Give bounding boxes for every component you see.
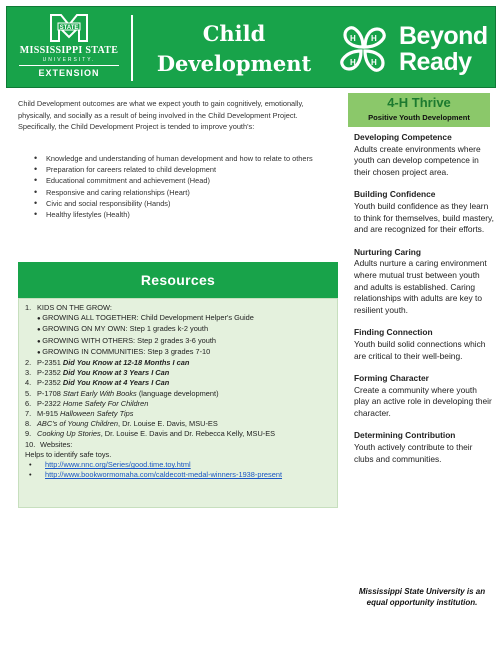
thrive-subtitle: Positive Youth Development: [368, 113, 470, 122]
list-item: • Knowledge and understanding of human development and how to relate to others: [34, 153, 338, 164]
section-title: Building Confidence: [354, 189, 436, 200]
list-item: • Healthy lifestyles (Health): [34, 209, 338, 220]
header-divider: [131, 15, 133, 81]
resource-item-2: 2. P-2351 Did You Know at 12-18 Months I can: [25, 358, 190, 368]
section-text: Youth build confidence as they learn to think for themselves, build mastery, and are recognized for their efforts.: [354, 200, 494, 235]
section-text: Adults nurture a caring environment where mutual trust between youth and adults is established. Caring relationships with adults are key to resilient youth.: [354, 258, 487, 315]
outcomes-list: [34, 153, 338, 220]
resource-subitem: ● GROWING ON MY OWN: Step 1 grades k-2 youth: [25, 324, 331, 335]
resource-item-1: 1. KIDS ON THE GROW:: [25, 303, 112, 312]
header-banner: [6, 6, 496, 88]
intro-paragraph: Child Development outcomes are what we expect youth to gain cognitively, emotionally, physically, and socially as a result of being involved in the Child Development Project. Specifically, the Child Development Project is tended to improve youth's:: [18, 99, 304, 131]
logo-rule: [19, 65, 119, 66]
resource-link[interactable]: • http://www.bookwormomaha.com/caldecott-medal-winners-1938-present: [29, 470, 283, 480]
resource-item-6: 6. P-2322 Home Safety For Children: [25, 398, 149, 408]
brand-line-1: Beyond: [399, 22, 488, 50]
page-title: [139, 19, 329, 79]
resource-item-5: 5. P-1708 Start Early With Books (language development): [25, 388, 219, 398]
resource-item-4: 4. P-2352 Did You Know at 4 Years I Can: [25, 378, 170, 388]
resource-item-8: 8. ABC's of Young Children, Dr. Louise E. Davis, MSU-ES: [25, 419, 218, 429]
section-text: Youth build solid connections which are critical to their well-being.: [354, 338, 486, 361]
section-title: Developing Competence: [354, 132, 452, 142]
thrive-section: [354, 430, 494, 465]
msu-name: MISSISSIPPI STATE: [19, 45, 119, 56]
section-title: Determining Contribution: [354, 430, 456, 441]
list-item: • Preparation for careers related to child development: [34, 164, 338, 175]
title-line-2: Development: [156, 51, 312, 76]
svg-text:H: H: [371, 58, 377, 67]
thrive-section: [354, 373, 494, 419]
thrive-section: [354, 132, 494, 178]
msu-extension-logo: [15, 13, 123, 83]
section-title: Nurturing Caring: [354, 246, 421, 257]
list-item: • Civic and social responsibility (Hands): [34, 198, 338, 209]
section-title: Finding Connection: [354, 327, 433, 338]
svg-text:H: H: [350, 58, 356, 67]
resources-heading: Resources: [18, 262, 338, 298]
four-h-clover-icon: [337, 23, 389, 75]
msu-crest-text: STATE: [59, 25, 79, 31]
msu-crest-icon: [49, 13, 89, 43]
resource-subitem: ● GROWING IN COMMUNITIES: Step 3 grades 7-10: [25, 347, 331, 358]
thrive-heading: [348, 93, 490, 127]
resource-item-9: 9. Cooking Up Stories, Dr. Louise E. Davis and Dr. Rebecca Kelly, MSU-ES: [25, 429, 276, 439]
svg-text:H: H: [371, 34, 377, 43]
thrive-section: [354, 327, 494, 362]
section-text: Create a community where youth play an active role in developing their character.: [354, 384, 492, 418]
resource-subitem: ● GROWING ALL TOGETHER: Child Development Helper's Guide: [25, 313, 331, 324]
title-line-1: Child: [202, 21, 266, 46]
section-title: Forming Character: [354, 373, 429, 384]
msu-university: UNIVERSITY.: [42, 57, 96, 63]
section-text: Adults create environments where youth can develop competence in their chosen project area.: [354, 143, 481, 177]
svg-text:H: H: [350, 34, 356, 43]
beyond-ready-brand: [399, 23, 488, 75]
equal-opportunity-note: Mississippi State University is an equal opportunity institution.: [358, 587, 486, 608]
section-text: Youth actively contribute to their clubs and communities.: [354, 442, 473, 464]
list-item: • Educational commitment and achievement (Head): [34, 175, 338, 186]
resource-helps-text: Helps to identify safe toys.: [25, 449, 112, 459]
thrive-sections: [354, 132, 494, 476]
thrive-title: 4-H Thrive: [387, 95, 451, 110]
resource-subitem: ● GROWING WITH OTHERS: Step 2 grades 3-6 youth: [25, 336, 331, 347]
resource-item-7: 7. M-915 Halloween Safety Tips: [25, 409, 134, 419]
resource-item-3: 3. P-2352 Did You Know at 3 Years I Can: [25, 368, 170, 378]
list-item: • Responsive and caring relationships (Heart): [34, 187, 338, 198]
brand-line-2: Ready: [399, 48, 472, 76]
thrive-section: [354, 247, 494, 317]
resource-item-10: 10. Websites:: [25, 439, 73, 449]
resource-link[interactable]: • http://www.nnc.org/Series/good.time.toy.html: [29, 460, 191, 470]
msu-extension-label: EXTENSION: [38, 68, 100, 78]
thrive-section: [354, 189, 494, 235]
resources-panel: [18, 298, 338, 508]
